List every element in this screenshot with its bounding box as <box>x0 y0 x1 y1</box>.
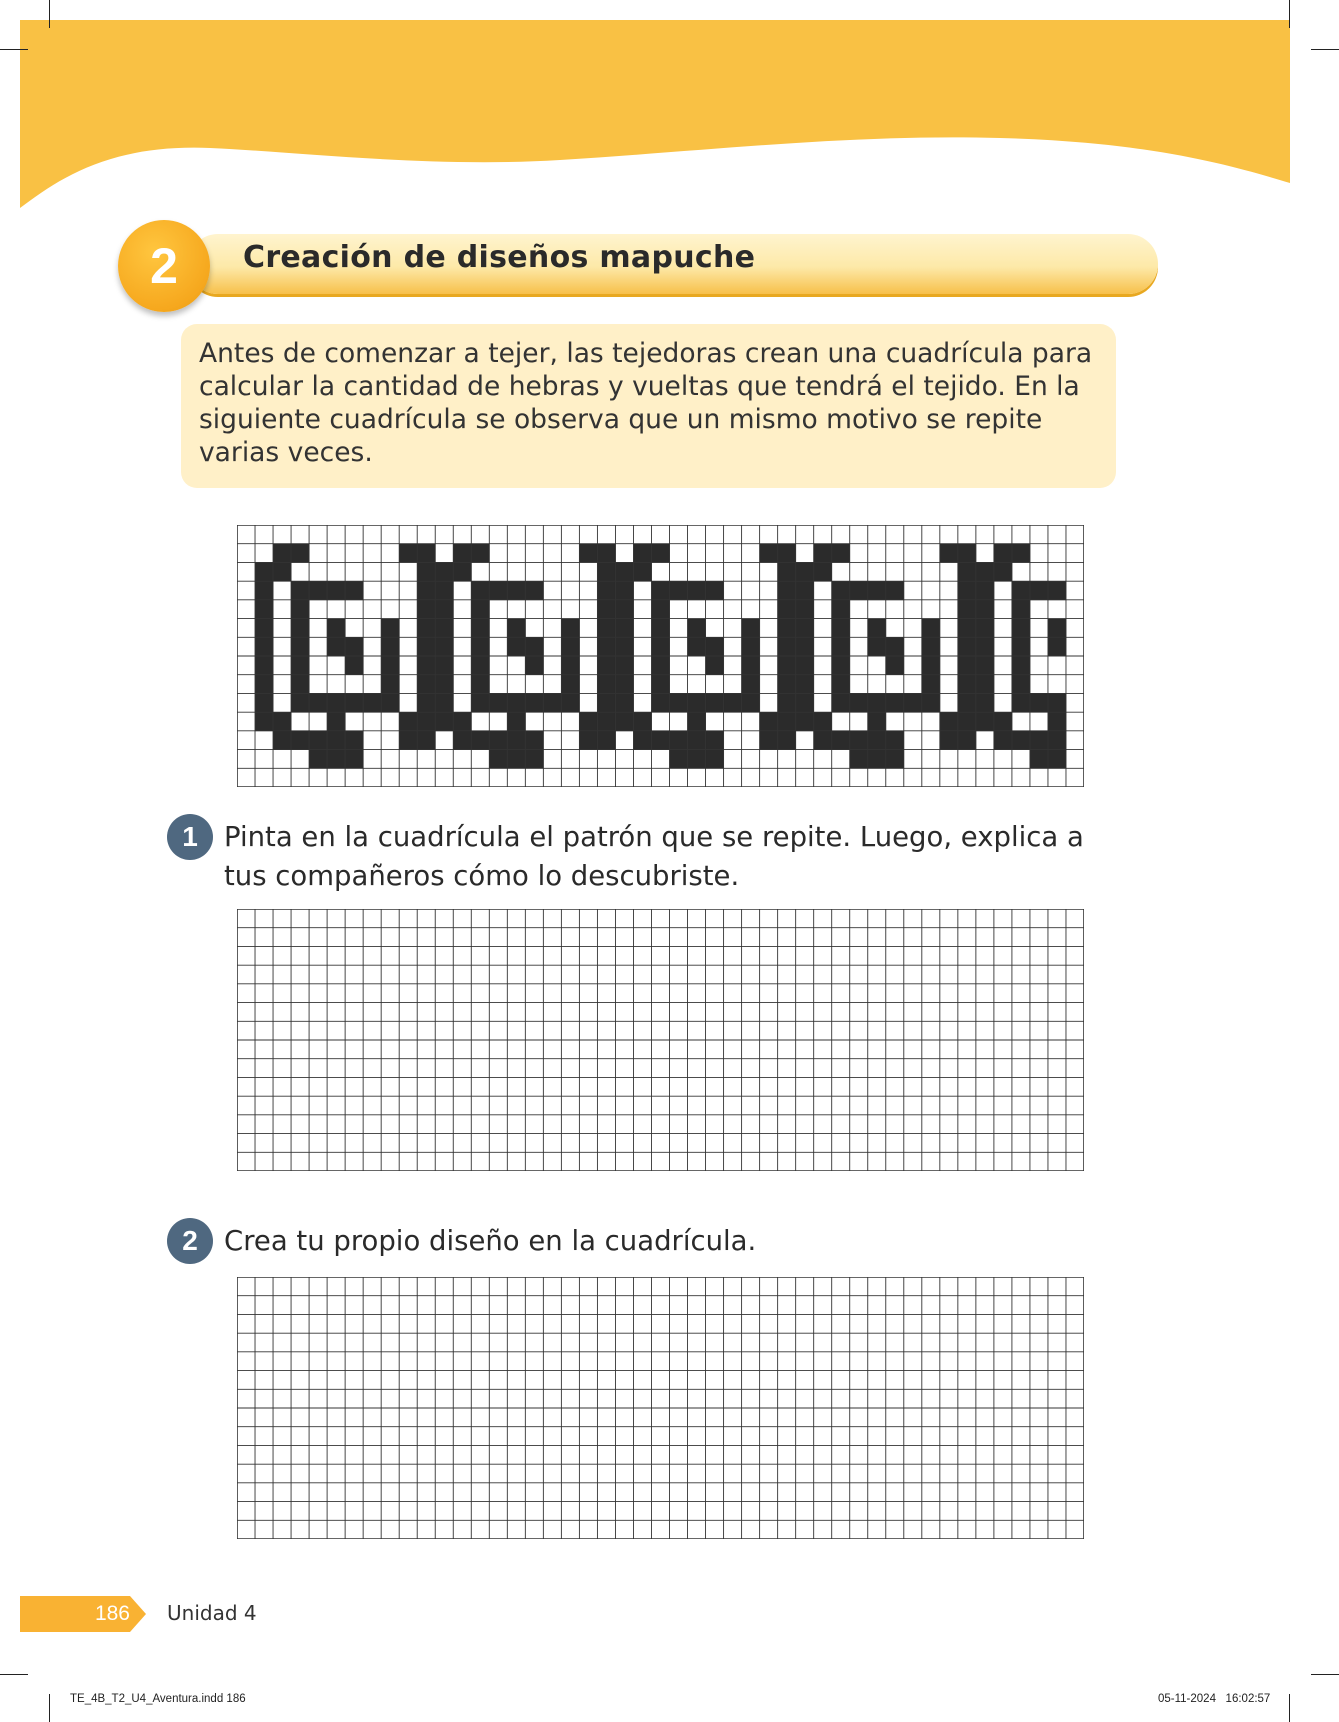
filled-cell <box>868 693 886 712</box>
filled-cell <box>1012 544 1030 563</box>
filled-cell <box>832 600 850 619</box>
section-number-badge: 2 <box>118 220 210 312</box>
filled-cell <box>291 675 309 694</box>
filled-cell <box>1030 731 1048 750</box>
filled-cell <box>327 581 345 600</box>
filled-cell <box>1012 637 1030 656</box>
print-file-name: TE_4B_T2_U4_Aventura.indd 186 <box>70 1693 246 1705</box>
filled-cell <box>597 731 615 750</box>
filled-cell <box>670 693 688 712</box>
filled-cell <box>958 675 976 694</box>
filled-cell <box>471 600 489 619</box>
filled-cell <box>904 693 922 712</box>
section-title: Creación de diseños mapuche <box>243 240 756 275</box>
filled-cell <box>688 731 706 750</box>
filled-cell <box>850 731 868 750</box>
filled-cell <box>778 731 796 750</box>
filled-cell <box>670 731 688 750</box>
filled-cell <box>1012 675 1030 694</box>
filled-cell <box>958 619 976 638</box>
filled-cell <box>471 581 489 600</box>
blank-grid-own-design[interactable] <box>237 1277 1084 1539</box>
filled-cell <box>363 693 381 712</box>
filled-cell <box>814 731 832 750</box>
filled-cell <box>291 619 309 638</box>
filled-cell <box>1048 619 1066 638</box>
filled-cell <box>273 562 291 581</box>
filled-cell <box>670 581 688 600</box>
filled-cell <box>471 619 489 638</box>
filled-cell <box>615 619 633 638</box>
filled-cell <box>309 750 327 769</box>
filled-cell <box>633 562 651 581</box>
filled-cell <box>435 693 453 712</box>
crop-mark <box>1311 1674 1339 1675</box>
filled-cell <box>832 656 850 675</box>
filled-cell <box>958 712 976 731</box>
filled-cell <box>471 693 489 712</box>
filled-cell <box>922 619 940 638</box>
filled-cell <box>868 731 886 750</box>
filled-cell <box>633 731 651 750</box>
filled-cell <box>706 731 724 750</box>
filled-cell <box>976 693 994 712</box>
filled-cell <box>471 544 489 563</box>
filled-cell <box>778 562 796 581</box>
filled-cell <box>706 656 724 675</box>
filled-cell <box>940 544 958 563</box>
filled-cell <box>291 656 309 675</box>
filled-cell <box>327 637 345 656</box>
filled-cell <box>742 637 760 656</box>
filled-cell <box>868 581 886 600</box>
filled-cell <box>994 712 1012 731</box>
intro-box <box>181 324 1116 488</box>
filled-cell <box>471 637 489 656</box>
filled-cell <box>597 712 615 731</box>
filled-cell <box>760 712 778 731</box>
filled-cell <box>615 675 633 694</box>
question-number-badge: 2 <box>167 1218 213 1264</box>
filled-cell <box>958 562 976 581</box>
filled-cell <box>597 581 615 600</box>
filled-cell <box>507 693 525 712</box>
filled-cell <box>976 581 994 600</box>
filled-cell <box>345 637 363 656</box>
filled-cell <box>345 750 363 769</box>
filled-cell <box>796 581 814 600</box>
filled-cell <box>255 656 273 675</box>
filled-cell <box>273 544 291 563</box>
filled-cell <box>814 562 832 581</box>
filled-cell <box>633 712 651 731</box>
filled-cell <box>399 731 417 750</box>
filled-cell <box>958 600 976 619</box>
filled-cell <box>796 600 814 619</box>
filled-cell <box>633 544 651 563</box>
filled-cell <box>1012 656 1030 675</box>
filled-cell <box>706 693 724 712</box>
filled-cell <box>651 619 669 638</box>
filled-cell <box>561 637 579 656</box>
filled-cell <box>489 581 507 600</box>
filled-cell <box>255 693 273 712</box>
filled-cell <box>417 600 435 619</box>
filled-cell <box>255 581 273 600</box>
filled-cell <box>940 712 958 731</box>
filled-cell <box>814 712 832 731</box>
filled-cell <box>778 675 796 694</box>
filled-cell <box>1012 731 1030 750</box>
filled-cell <box>724 693 742 712</box>
filled-cell <box>471 675 489 694</box>
filled-cell <box>778 544 796 563</box>
filled-cell <box>327 731 345 750</box>
filled-cell <box>615 693 633 712</box>
crop-mark <box>1311 49 1339 50</box>
filled-cell <box>597 693 615 712</box>
filled-cell <box>291 544 309 563</box>
filled-cell <box>345 693 363 712</box>
filled-cell <box>796 675 814 694</box>
filled-cell <box>327 693 345 712</box>
filled-cell <box>417 731 435 750</box>
filled-cell <box>435 600 453 619</box>
filled-cell <box>868 619 886 638</box>
filled-cell <box>597 675 615 694</box>
crop-mark <box>0 1674 28 1675</box>
filled-cell <box>453 731 471 750</box>
filled-cell <box>742 693 760 712</box>
filled-cell <box>489 731 507 750</box>
filled-cell <box>742 656 760 675</box>
filled-cell <box>327 750 345 769</box>
filled-cell <box>435 562 453 581</box>
filled-cell <box>507 581 525 600</box>
filled-cell <box>579 731 597 750</box>
section-header <box>118 220 1164 312</box>
filled-cell <box>670 750 688 769</box>
filled-cell <box>1012 619 1030 638</box>
filled-cell <box>832 731 850 750</box>
filled-cell <box>525 637 543 656</box>
filled-cell <box>291 637 309 656</box>
filled-cell <box>597 619 615 638</box>
filled-cell <box>796 712 814 731</box>
filled-cell <box>958 581 976 600</box>
filled-cell <box>579 712 597 731</box>
filled-cell <box>1048 637 1066 656</box>
question-text: Crea tu propio diseño en la cuadrícula. <box>224 1225 757 1257</box>
filled-cell <box>345 731 363 750</box>
filled-cell <box>435 675 453 694</box>
filled-cell <box>399 712 417 731</box>
filled-cell <box>1048 750 1066 769</box>
filled-cell <box>850 693 868 712</box>
filled-cell <box>399 544 417 563</box>
intro-text: Antes de comenzar a tejer, las tejedoras crean una cuadrícula para calcular la cantidad de hebras y vueltas que tendrá el tejido. En la siguiente cuadrícula se observa que un mismo motivo se repite varias veces. <box>199 338 1093 468</box>
filled-cell <box>886 581 904 600</box>
filled-cell <box>471 731 489 750</box>
filled-cell <box>417 637 435 656</box>
filled-cell <box>1012 693 1030 712</box>
filled-cell <box>688 637 706 656</box>
page-number: 186 <box>94 1602 130 1625</box>
filled-cell <box>525 693 543 712</box>
filled-cell <box>273 712 291 731</box>
unit-label: Unidad 4 <box>167 1601 257 1625</box>
filled-cell <box>651 656 669 675</box>
filled-cell <box>561 675 579 694</box>
filled-cell <box>760 731 778 750</box>
filled-cell <box>435 581 453 600</box>
filled-cell <box>651 600 669 619</box>
filled-cell <box>615 581 633 600</box>
filled-cell <box>958 656 976 675</box>
filled-cell <box>327 619 345 638</box>
filled-cell <box>417 581 435 600</box>
filled-cell <box>615 712 633 731</box>
filled-cell <box>742 675 760 694</box>
filled-cell <box>453 712 471 731</box>
filled-cell <box>994 544 1012 563</box>
filled-cell <box>886 656 904 675</box>
filled-cell <box>651 675 669 694</box>
question-number-badge: 1 <box>167 814 213 860</box>
filled-cell <box>1048 581 1066 600</box>
filled-cell <box>417 693 435 712</box>
filled-cell <box>760 544 778 563</box>
filled-cell <box>868 637 886 656</box>
filled-cell <box>417 544 435 563</box>
filled-cell <box>381 637 399 656</box>
filled-cell <box>435 637 453 656</box>
filled-cell <box>1030 750 1048 769</box>
question-text: Pinta en la cuadrícula el patrón que se repite. Luego, explica a tus compañeros cómo lo descubriste. <box>224 821 1084 892</box>
mapuche-pattern-grid <box>237 525 1084 787</box>
filled-cell <box>291 600 309 619</box>
filled-cell <box>832 544 850 563</box>
filled-cell <box>507 712 525 731</box>
filled-cell <box>886 750 904 769</box>
filled-cell <box>345 656 363 675</box>
filled-cell <box>706 581 724 600</box>
filled-cell <box>255 619 273 638</box>
filled-cell <box>651 581 669 600</box>
filled-cell <box>435 656 453 675</box>
filled-cell <box>417 675 435 694</box>
crop-mark <box>1289 1694 1290 1722</box>
filled-cell <box>417 619 435 638</box>
filled-cell <box>597 562 615 581</box>
filled-cell <box>778 581 796 600</box>
filled-cell <box>958 544 976 563</box>
filled-cell <box>958 731 976 750</box>
filled-cell <box>291 693 309 712</box>
filled-cell <box>778 656 796 675</box>
filled-cell <box>850 581 868 600</box>
filled-cell <box>615 600 633 619</box>
filled-cell <box>994 562 1012 581</box>
filled-cell <box>832 675 850 694</box>
filled-cell <box>435 619 453 638</box>
filled-cell <box>291 731 309 750</box>
crop-mark <box>1289 0 1290 28</box>
filled-cell <box>1030 693 1048 712</box>
filled-cell <box>597 600 615 619</box>
filled-cell <box>489 693 507 712</box>
filled-cell <box>832 581 850 600</box>
crop-mark <box>49 0 50 28</box>
filled-cell <box>417 562 435 581</box>
filled-cell <box>796 656 814 675</box>
filled-cell <box>778 693 796 712</box>
filled-cell <box>597 656 615 675</box>
filled-cell <box>688 712 706 731</box>
filled-cell <box>255 600 273 619</box>
filled-cell <box>976 600 994 619</box>
filled-cell <box>796 562 814 581</box>
filled-cell <box>778 637 796 656</box>
filled-cell <box>886 693 904 712</box>
filled-cell <box>561 656 579 675</box>
filled-cell <box>796 693 814 712</box>
filled-cell <box>814 544 832 563</box>
filled-cell <box>922 656 940 675</box>
filled-cell <box>1030 581 1048 600</box>
filled-cell <box>958 637 976 656</box>
filled-cell <box>922 675 940 694</box>
filled-cell <box>417 712 435 731</box>
filled-cell <box>597 637 615 656</box>
filled-cell <box>615 562 633 581</box>
filled-cell <box>327 712 345 731</box>
filled-cell <box>868 750 886 769</box>
filled-cell <box>688 693 706 712</box>
filled-cell <box>706 637 724 656</box>
filled-cell <box>832 637 850 656</box>
filled-cell <box>1048 712 1066 731</box>
filled-cell <box>1012 600 1030 619</box>
filled-cell <box>868 712 886 731</box>
crop-mark <box>0 49 28 50</box>
filled-cell <box>651 544 669 563</box>
filled-cell <box>976 619 994 638</box>
filled-cell <box>381 619 399 638</box>
filled-cell <box>922 637 940 656</box>
filled-cell <box>525 656 543 675</box>
filled-cell <box>778 712 796 731</box>
blank-grid-pattern[interactable] <box>237 909 1084 1171</box>
filled-cell <box>688 750 706 769</box>
filled-cell <box>994 731 1012 750</box>
filled-cell <box>850 750 868 769</box>
filled-cell <box>958 693 976 712</box>
filled-cell <box>922 693 940 712</box>
filled-cell <box>525 750 543 769</box>
filled-cell <box>976 656 994 675</box>
filled-cell <box>976 562 994 581</box>
filled-cell <box>255 637 273 656</box>
filled-cell <box>742 619 760 638</box>
filled-cell <box>435 712 453 731</box>
filled-cell <box>796 637 814 656</box>
filled-cell <box>832 693 850 712</box>
filled-cell <box>886 731 904 750</box>
filled-cell <box>561 619 579 638</box>
filled-cell <box>1012 581 1030 600</box>
filled-cell <box>291 581 309 600</box>
filled-cell <box>309 581 327 600</box>
filled-cell <box>976 712 994 731</box>
filled-cell <box>688 581 706 600</box>
filled-cell <box>976 675 994 694</box>
filled-cell <box>381 693 399 712</box>
filled-cell <box>489 750 507 769</box>
filled-cell <box>453 562 471 581</box>
filled-cell <box>525 581 543 600</box>
filled-cell <box>651 637 669 656</box>
filled-cell <box>579 544 597 563</box>
filled-cell <box>778 619 796 638</box>
filled-cell <box>1048 731 1066 750</box>
filled-cell <box>706 750 724 769</box>
crop-mark <box>49 1694 50 1722</box>
filled-cell <box>615 637 633 656</box>
filled-cell <box>381 675 399 694</box>
filled-cell <box>381 656 399 675</box>
filled-cell <box>543 693 561 712</box>
filled-cell <box>886 637 904 656</box>
filled-cell <box>471 656 489 675</box>
filled-cell <box>507 731 525 750</box>
filled-cell <box>778 600 796 619</box>
filled-cell <box>651 731 669 750</box>
filled-cell <box>525 731 543 750</box>
filled-cell <box>561 693 579 712</box>
filled-cell <box>1048 693 1066 712</box>
filled-cell <box>273 731 291 750</box>
filled-cell <box>507 637 525 656</box>
filled-cell <box>255 675 273 694</box>
filled-cell <box>940 731 958 750</box>
filled-cell <box>345 581 363 600</box>
filled-cell <box>309 693 327 712</box>
filled-cell <box>796 619 814 638</box>
print-date: 05-11-2024 16:02:57 <box>1158 1693 1271 1705</box>
filled-cell <box>453 544 471 563</box>
filled-cell <box>417 656 435 675</box>
filled-cell <box>832 619 850 638</box>
filled-cell <box>255 562 273 581</box>
filled-cell <box>255 712 273 731</box>
filled-cell <box>309 731 327 750</box>
filled-cell <box>615 656 633 675</box>
header-wave <box>0 0 1339 215</box>
filled-cell <box>597 544 615 563</box>
filled-cell <box>507 619 525 638</box>
filled-cell <box>976 637 994 656</box>
filled-cell <box>507 750 525 769</box>
filled-cell <box>651 693 669 712</box>
filled-cell <box>688 619 706 638</box>
